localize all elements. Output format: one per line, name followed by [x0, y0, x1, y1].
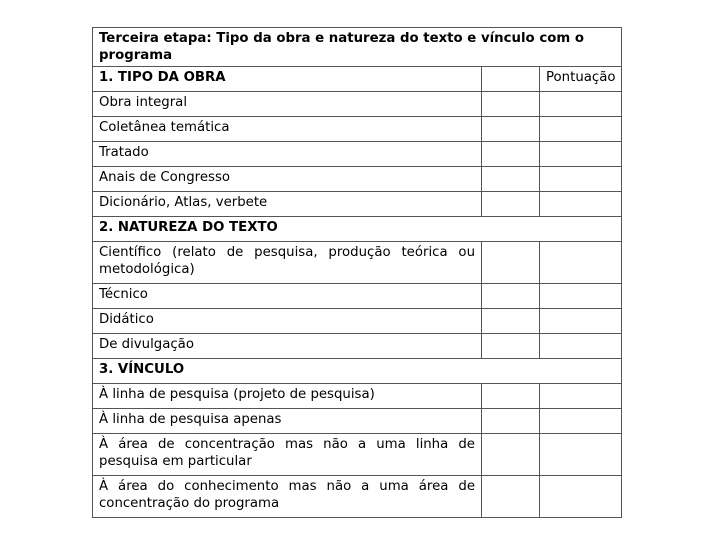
score-cell[interactable] — [540, 192, 622, 217]
score-cell[interactable] — [540, 284, 622, 309]
score-cell[interactable] — [540, 384, 622, 409]
item-label: À área do conhecimento mas não a uma área de concentração do programa — [93, 476, 482, 518]
table-title-row — [93, 28, 622, 67]
score-cell[interactable] — [540, 142, 622, 167]
table-row — [93, 384, 622, 409]
score-column-header: Pontuação — [540, 67, 622, 92]
score-cell[interactable] — [540, 309, 622, 334]
check-cell[interactable] — [482, 117, 540, 142]
table-row — [93, 142, 622, 167]
section-header-row — [93, 359, 622, 384]
item-label: De divulgação — [93, 334, 482, 359]
check-cell[interactable] — [482, 434, 540, 476]
check-cell[interactable] — [482, 384, 540, 409]
item-label: À linha de pesquisa (projeto de pesquisa) — [93, 384, 482, 409]
check-cell[interactable] — [482, 142, 540, 167]
check-cell[interactable] — [482, 476, 540, 518]
section-header-row — [93, 217, 622, 242]
check-cell[interactable] — [482, 309, 540, 334]
table-row — [93, 242, 622, 284]
item-label: Tratado — [93, 142, 482, 167]
item-label: À linha de pesquisa apenas — [93, 409, 482, 434]
table-row — [93, 476, 622, 518]
score-cell[interactable] — [540, 117, 622, 142]
table-row — [93, 334, 622, 359]
table-row — [93, 92, 622, 117]
section-heading: 2. NATUREZA DO TEXTO — [93, 217, 622, 242]
check-cell[interactable] — [482, 167, 540, 192]
table-row — [93, 167, 622, 192]
table-row — [93, 309, 622, 334]
check-cell[interactable] — [482, 192, 540, 217]
section-heading: 1. TIPO DA OBRA — [93, 67, 482, 92]
item-label: Científico (relato de pesquisa, produção teórica ou metodológica) — [93, 242, 482, 284]
score-cell[interactable] — [540, 409, 622, 434]
score-cell[interactable] — [540, 242, 622, 284]
item-label: Didático — [93, 309, 482, 334]
score-cell[interactable] — [540, 476, 622, 518]
evaluation-table — [92, 27, 622, 518]
table-row — [93, 434, 622, 476]
section-header-row — [93, 67, 622, 92]
check-cell[interactable] — [482, 92, 540, 117]
item-label: Coletânea temática — [93, 117, 482, 142]
score-cell[interactable] — [540, 92, 622, 117]
item-label: Anais de Congresso — [93, 167, 482, 192]
item-label: Técnico — [93, 284, 482, 309]
table-row — [93, 409, 622, 434]
check-cell[interactable] — [482, 284, 540, 309]
evaluation-form — [92, 27, 621, 518]
score-cell[interactable] — [540, 434, 622, 476]
section-heading: 3. VÍNCULO — [93, 359, 622, 384]
empty-cell — [482, 67, 540, 92]
check-cell[interactable] — [482, 334, 540, 359]
table-title: Terceira etapa: Tipo da obra e natureza do texto e vínculo com o programa — [93, 28, 622, 67]
item-label: À área de concentração mas não a uma linha de pesquisa em particular — [93, 434, 482, 476]
table-row — [93, 192, 622, 217]
table-row — [93, 284, 622, 309]
item-label: Dicionário, Atlas, verbete — [93, 192, 482, 217]
table-row — [93, 117, 622, 142]
score-cell[interactable] — [540, 334, 622, 359]
check-cell[interactable] — [482, 409, 540, 434]
score-cell[interactable] — [540, 167, 622, 192]
check-cell[interactable] — [482, 242, 540, 284]
item-label: Obra integral — [93, 92, 482, 117]
